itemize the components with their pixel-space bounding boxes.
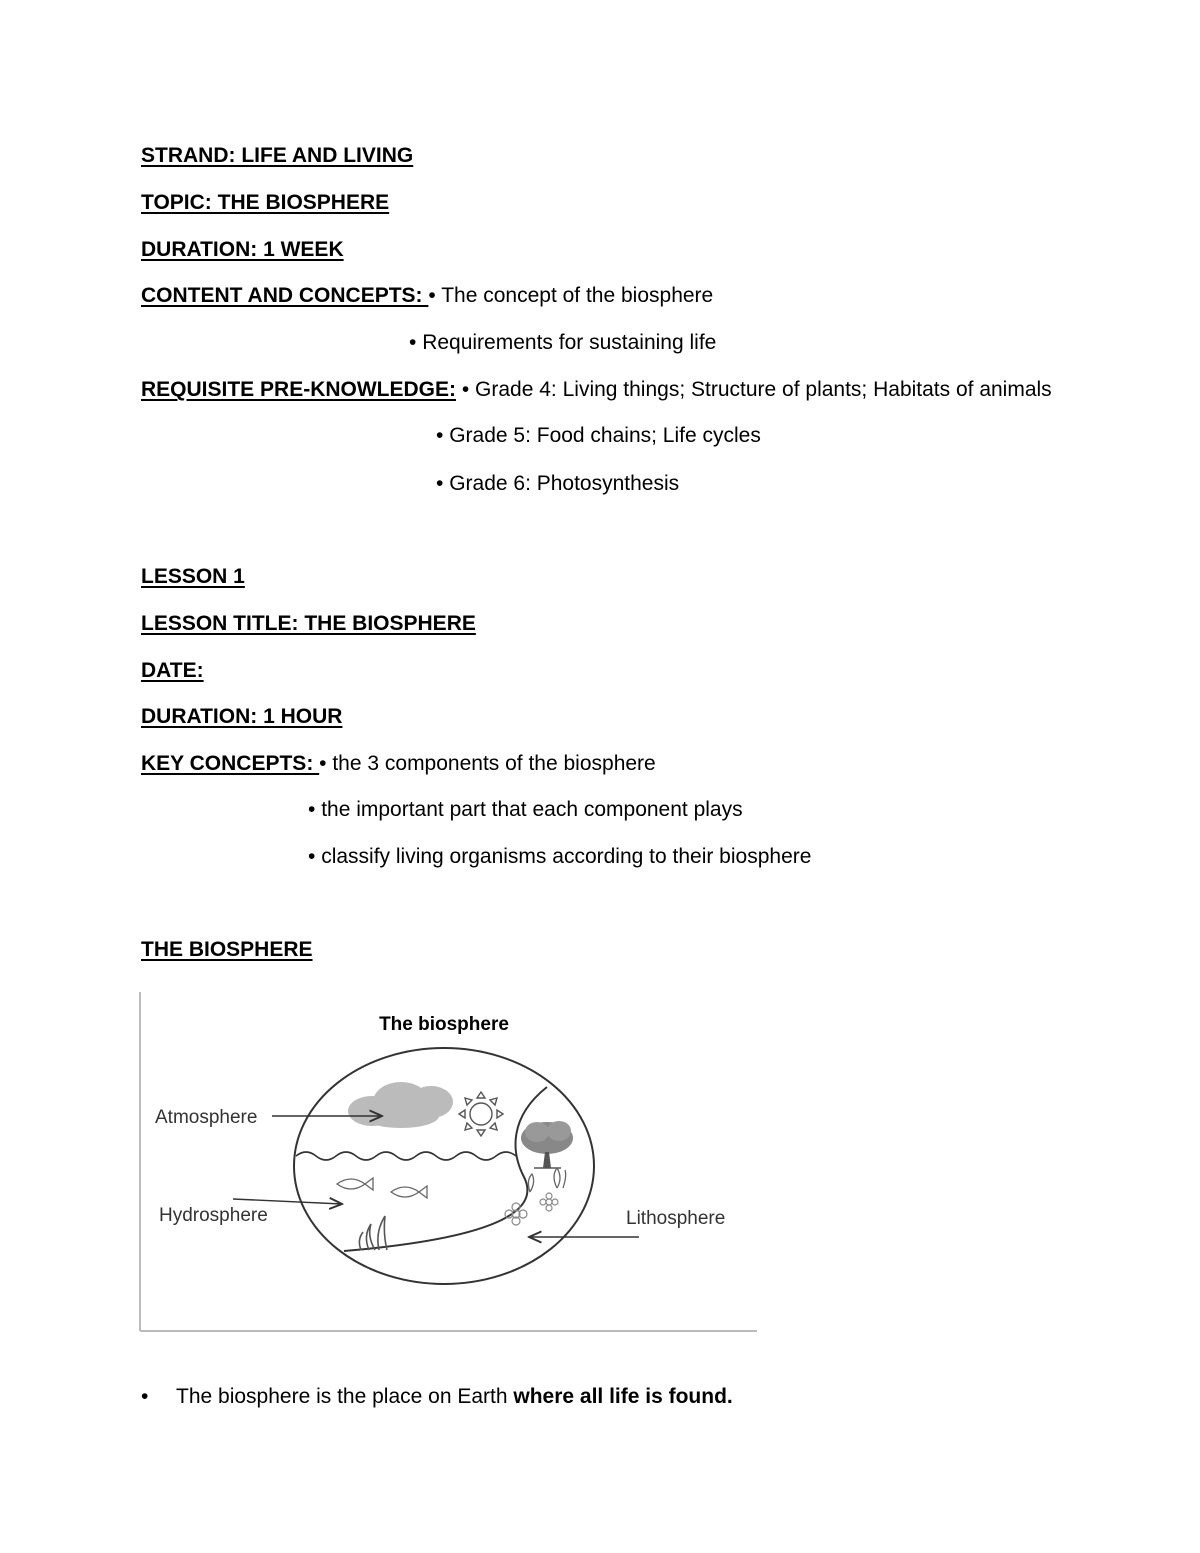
content-concepts-label: CONTENT AND CONCEPTS: — [141, 284, 429, 307]
lesson-duration: DURATION: 1 HOUR — [141, 705, 343, 728]
definition-emphasis: where all life is found. — [513, 1385, 733, 1408]
cloud-icon — [348, 1082, 453, 1128]
bullet-icon: • — [308, 798, 322, 821]
key-concepts-row — [141, 751, 656, 777]
bullet-icon: • — [319, 752, 333, 775]
water-surface-line — [296, 1152, 516, 1160]
plant-icon — [528, 1168, 565, 1192]
hydrosphere-label: Hydrosphere — [159, 1205, 268, 1226]
content-concepts-row — [141, 283, 713, 309]
definition-text: The biosphere is the place on Earth — [176, 1385, 514, 1408]
bullet-icon: • — [436, 472, 450, 495]
fish-icon — [337, 1178, 427, 1198]
biosphere-diagram — [139, 992, 759, 1334]
key-item: classify living organisms according to their biosphere — [321, 845, 812, 868]
prereq-row-2 — [436, 423, 761, 449]
prereq-row-3 — [436, 471, 679, 497]
section-heading: THE BIOSPHERE — [141, 938, 313, 961]
prereq-item: Grade 5: Food chains; Life cycles — [449, 424, 761, 447]
lithosphere-label: Lithosphere — [626, 1208, 726, 1229]
bullet-icon: • — [141, 1385, 149, 1408]
prereq-item: Grade 6: Photosynthesis — [449, 472, 680, 495]
lesson-date: DATE: — [141, 659, 204, 682]
bullet-icon: • — [308, 845, 322, 868]
atmosphere-label: Atmosphere — [155, 1107, 258, 1128]
seaweed-icon — [359, 1216, 387, 1250]
key-item: the important part that each component plays — [321, 798, 743, 821]
bullet-icon: • — [436, 424, 450, 447]
sun-icon — [459, 1092, 503, 1136]
strand-heading: STRAND: LIFE AND LIVING — [141, 144, 414, 167]
content-item: Requirements for sustaining life — [422, 331, 717, 354]
bullet-icon: • — [409, 331, 423, 354]
lesson-title: LESSON TITLE: THE BIOSPHERE — [141, 612, 476, 635]
key-concepts-row-3 — [308, 844, 811, 870]
content-item: The concept of the biosphere — [441, 284, 714, 307]
content-concepts-row-2 — [409, 330, 716, 356]
lesson-number: LESSON 1 — [141, 565, 245, 588]
definition-bullet — [141, 1384, 733, 1410]
biosphere-svg — [139, 992, 759, 1334]
key-concepts-row-2 — [308, 797, 743, 823]
flower-icon — [505, 1193, 558, 1225]
tree-icon — [521, 1121, 573, 1168]
key-concepts-label: KEY CONCEPTS: — [141, 752, 320, 775]
prereq-row — [141, 377, 1052, 403]
prereq-item: Grade 4: Living things; Structure of plants; Habitats of animals — [475, 378, 1052, 401]
duration-heading: DURATION: 1 WEEK — [141, 238, 344, 261]
hydrosphere-arrow — [233, 1199, 342, 1204]
bullet-icon: • — [428, 284, 442, 307]
key-item: the 3 components of the biosphere — [332, 752, 656, 775]
figure-title: The biosphere — [379, 1014, 509, 1035]
topic-heading: TOPIC: THE BIOSPHERE — [141, 191, 390, 214]
prereq-label: REQUISITE PRE-KNOWLEDGE: — [141, 378, 457, 401]
bullet-icon: • — [461, 378, 476, 401]
